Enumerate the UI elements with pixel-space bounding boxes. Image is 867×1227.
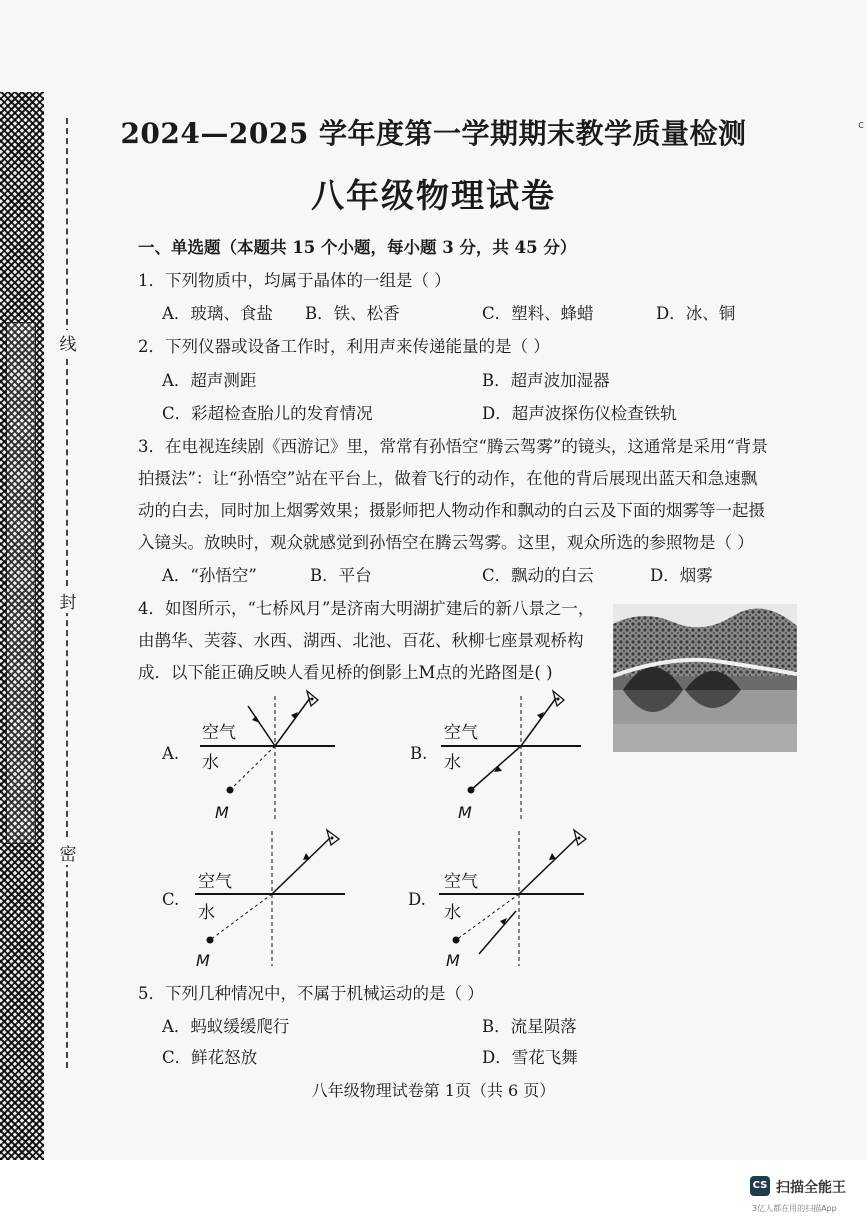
- q4-stem-line2: 由鹊华、芙蓉、水西、湖西、北池、百花、秋柳七座景观桥构: [138, 631, 584, 650]
- q3-option-b: B．平台: [310, 566, 372, 585]
- q4-option-c: C.: [162, 890, 180, 909]
- q3-stem-line3: 动的白去，同时加上烟雾效果；摄影师把人物动作和飘动的白云及下面的烟雾等一起摄: [138, 501, 765, 520]
- camscanner-tagline: 3亿人都在用的扫描App: [752, 1204, 837, 1213]
- q2-option-c: C．彩超检查胎儿的发育情况: [162, 404, 373, 423]
- q1-option-b: B．铁、松香: [305, 304, 400, 323]
- q3-stem-line1: 3．在电视连续剧《西游记》里，常常有孙悟空“腾云驾雾”的镜头，这通常是采用“背景: [138, 437, 768, 456]
- diagram-d-water-label: 水: [444, 903, 461, 923]
- section-heading: 一、单选题（本题共 15 个小题，每小题 3 分，共 45 分）: [138, 238, 577, 257]
- diagram-a-water-label: 水: [202, 753, 219, 773]
- q5-stem: 5．下列几种情况中，不属于机械运动的是（ ）: [138, 984, 484, 1003]
- exam-title: 2024—2025 学年度第一学期期末教学质量检测: [120, 117, 747, 150]
- diagram-d: [434, 826, 594, 975]
- camscanner-name: 扫描全能王: [776, 1180, 846, 1196]
- camscanner-logo-icon: CS: [750, 1176, 770, 1196]
- q1-option-a: A．玻璃、食盐: [162, 304, 273, 323]
- q3-option-c: C．飘动的白云: [482, 566, 594, 585]
- diagram-c-m-label: M: [196, 951, 210, 970]
- q1-option-d: D．冰、铜: [656, 304, 736, 323]
- q3-option-d: D．烟雾: [650, 566, 713, 585]
- diagram-c-air-label: 空气: [198, 872, 232, 892]
- q2-option-a: A．超声测距: [162, 371, 257, 390]
- bridge-photo: [613, 604, 797, 752]
- q5-option-a: A．蚂蚁缓缓爬行: [162, 1017, 290, 1036]
- diagram-a-air-label: 空气: [202, 723, 236, 743]
- q5-option-c: C．鲜花怒放: [162, 1048, 258, 1067]
- binding-box: [6, 322, 36, 844]
- binding-strip: [0, 92, 44, 1160]
- q4-option-a: A.: [162, 744, 180, 763]
- q4-option-b: B.: [410, 744, 428, 763]
- q2-option-d: D．超声波探伤仪检查铁轨: [482, 404, 677, 423]
- diagram-c: [190, 826, 350, 975]
- q5-option-b: B．流星陨落: [482, 1017, 577, 1036]
- q4-option-d: D.: [408, 890, 426, 909]
- q2-option-b: B．超声波加湿器: [482, 371, 610, 390]
- binding-label-mi: 密: [58, 840, 78, 865]
- q1-option-c: C．塑料、蜂蜡: [482, 304, 594, 323]
- binding-label-xian: 线: [58, 330, 78, 355]
- binding-label-feng: 封: [58, 588, 78, 613]
- edge-mark: c: [858, 118, 865, 131]
- diagram-b-water-label: 水: [444, 753, 461, 773]
- diagram-d-air-label: 空气: [444, 872, 478, 892]
- diagram-d-m-label: M: [446, 951, 460, 970]
- q3-stem-line2: 拍摄法”：让“孙悟空”站在平台上，做着飞行的动作，在他的背后展现出蓝天和急速飘: [138, 469, 758, 488]
- page-footer: 八年级物理试卷第 1页（共 6 页）: [311, 1081, 556, 1100]
- diagram-b-m-label: M: [458, 803, 472, 822]
- q2-stem: 2．下列仪器或设备工作时，利用声来传递能量的是（ ）: [138, 337, 550, 356]
- diagram-c-water-label: 水: [198, 903, 215, 923]
- diagram-a: [190, 686, 340, 830]
- q1-stem: 1．下列物质中，均属于晶体的一组是（ ）: [138, 271, 451, 290]
- q5-option-d: D．雪花飞舞: [482, 1048, 578, 1067]
- q4-stem-line3: 成．以下能正确反映人看见桥的倒影上M点的光路图是( ): [138, 663, 553, 682]
- q3-option-a: A．“孙悟空”: [162, 566, 257, 585]
- diagram-b-air-label: 空气: [444, 723, 478, 743]
- diagram-b: [436, 686, 586, 830]
- exam-subtitle: 八年级物理试卷: [311, 176, 556, 215]
- diagram-a-m-label: M: [215, 803, 229, 822]
- q3-stem-line4: 入镜头。放映时，观众就感觉到孙悟空在腾云驾雾。这里，观众所选的参照物是（ ）: [138, 533, 754, 552]
- q4-stem-line1: 4．如图所示，“七桥风月”是济南大明湖扩建后的新八景之一，: [138, 599, 595, 618]
